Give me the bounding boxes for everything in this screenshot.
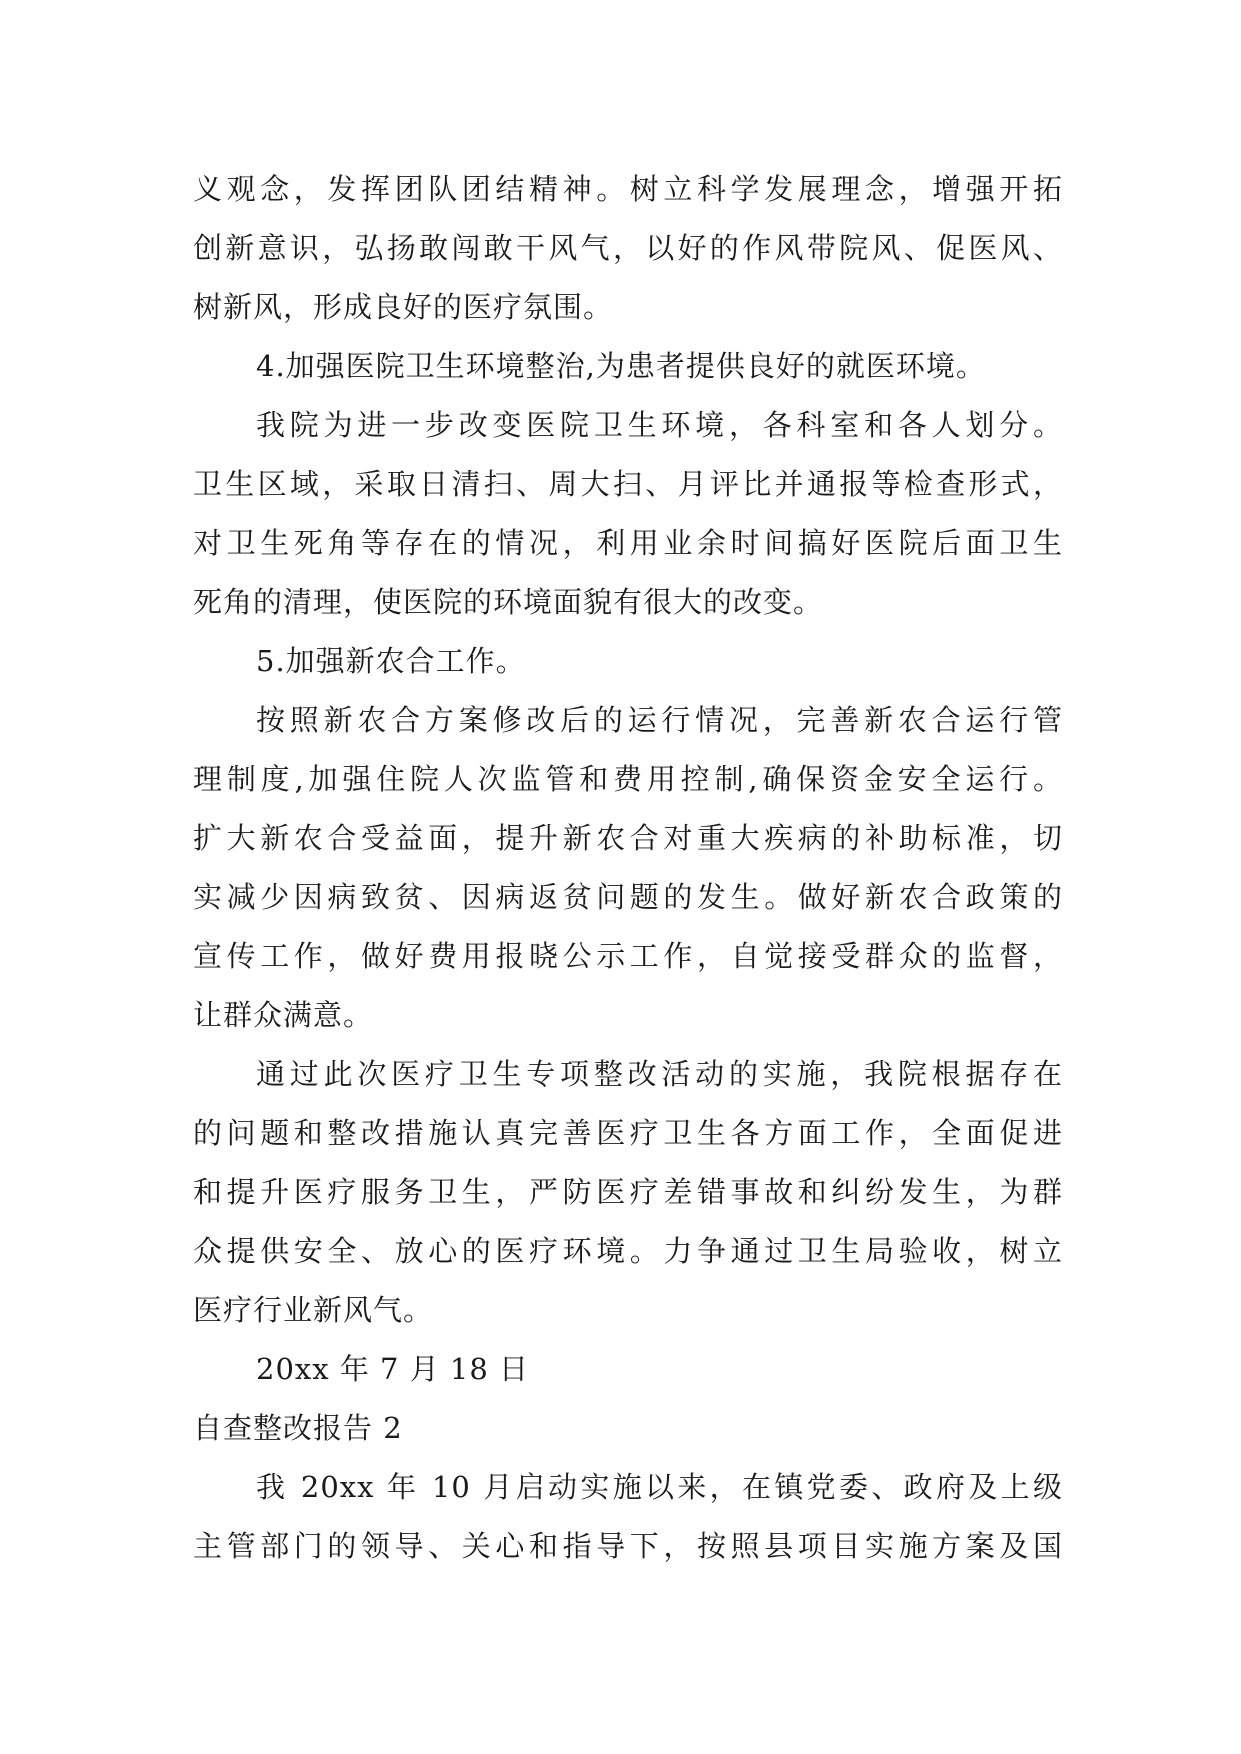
paragraph-line: 众提供安全、放心的医疗环境。力争通过卫生局验收，树立: [193, 1234, 1063, 1268]
paragraph-line: 树新风，形成良好的医疗氛围。: [193, 290, 614, 324]
document-date: 20xx 年 7 月 18 日: [256, 1352, 530, 1386]
paragraph-line: 理制度,加强住院人次监管和费用控制,确保资金安全运行。: [193, 762, 1063, 796]
section-heading-5: 5.加强新农合工作。: [256, 644, 526, 678]
paragraph-line: 通过此次医疗卫生专项整改活动的实施，我院根据存在: [256, 1057, 1063, 1091]
paragraph-line: 我 20xx 年 10 月启动实施以来，在镇党委、政府及上级: [256, 1470, 1063, 1504]
paragraph-line: 医疗行业新风气。: [193, 1293, 434, 1327]
paragraph-line: 卫生区域，采取日清扫、周大扫、月评比并通报等检查形式，: [193, 467, 1063, 501]
paragraph-line: 主管部门的领导、关心和指导下，按照县项目实施方案及国: [193, 1529, 1063, 1563]
paragraph-line: 让群众满意。: [193, 998, 374, 1032]
paragraph-line: 的问题和整改措施认真完善医疗卫生各方面工作，全面促进: [193, 1116, 1063, 1150]
paragraph-line: 宣传工作，做好费用报晓公示工作，自觉接受群众的监督，: [193, 939, 1063, 973]
report-title: 自查整改报告 2: [193, 1411, 403, 1445]
document-body: [193, 160, 1063, 1576]
paragraph-line: 扩大新农合受益面，提升新农合对重大疾病的补助标准，切: [193, 821, 1063, 855]
section-heading-4: 4.加强医院卫生环境整治,为患者提供良好的就医环境。: [256, 349, 986, 383]
paragraph-line: 实减少因病致贫、因病返贫问题的发生。做好新农合政策的: [193, 880, 1063, 914]
paragraph-line: 死角的清理，使医院的环境面貌有很大的改变。: [193, 585, 824, 619]
paragraph-line: 创新意识，弘扬敢闯敢干风气，以好的作风带院风、促医风、: [193, 231, 1063, 265]
paragraph-line: 按照新农合方案修改后的运行情况，完善新农合运行管: [256, 703, 1063, 737]
paragraph-line: 和提升医疗服务卫生，严防医疗差错事故和纠纷发生，为群: [193, 1175, 1063, 1209]
paragraph-line: 义观念，发挥团队团结精神。树立科学发展理念，增强开拓: [193, 172, 1063, 206]
paragraph-line: 我院为进一步改变医院卫生环境，各科室和各人划分。: [256, 408, 1063, 442]
paragraph-line: 对卫生死角等存在的情况，利用业余时间搞好医院后面卫生: [193, 526, 1063, 560]
